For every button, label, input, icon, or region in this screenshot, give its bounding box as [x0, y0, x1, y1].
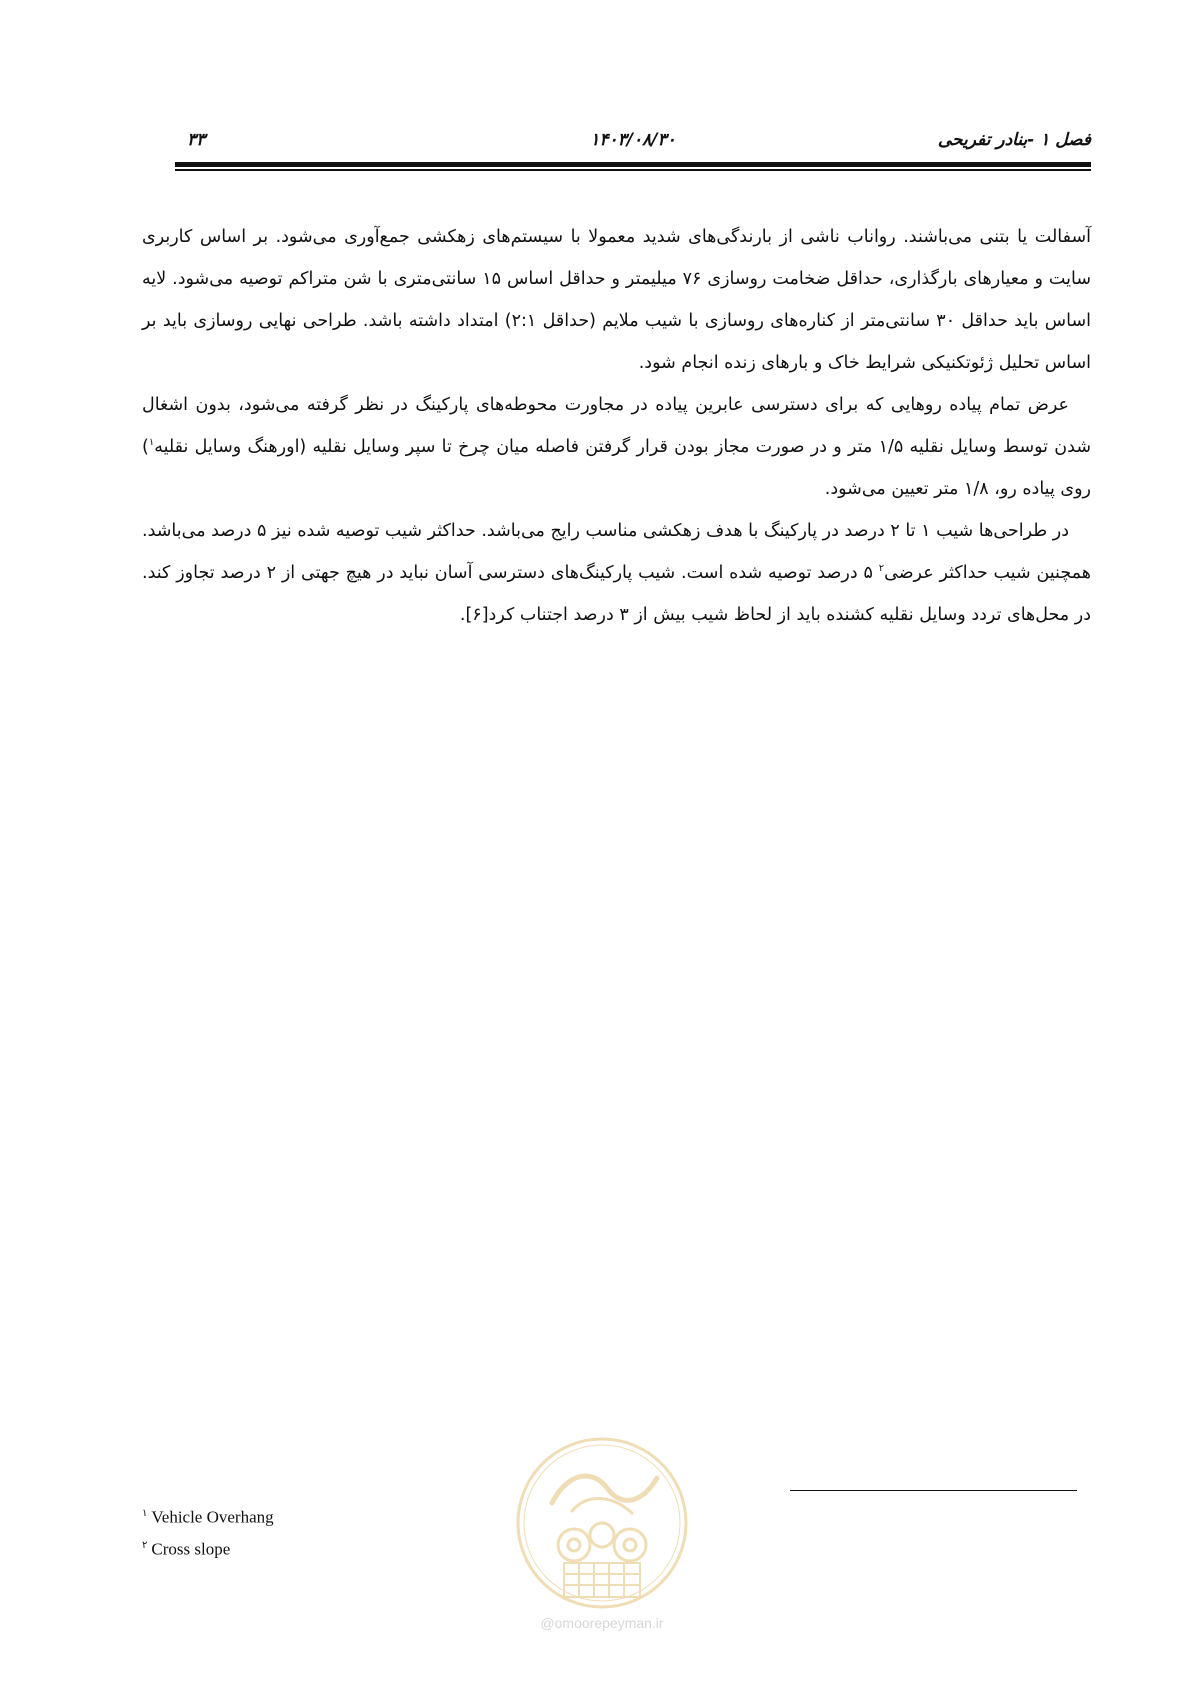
footnote-ref-1: ۱: [148, 437, 155, 449]
paragraph-1: آسفالت یا بتنی می‌باشند. رواناب ناشی از بارندگی‌های شدید معمولا با سیستم‌های زهکشی جمع‌آوری می‌شود. بر اساس کاربری سایت و معیارهای بارگذاری، حداقل ضخامت روسازی ۷۶ میلیمتر و حداقل اساس ۱۵ سانتی‌متری با شن متراکم توصیه می‌شود. لایه اساس باید حداقل ۳۰ سانتی‌متر از کناره‌های روسازی با شیب ملایم (حداقل ۲:۱) امتداد داشته باشد. طراحی نهایی روسازی باید بر اساس تحلیل ژئوتکنیکی شرایط خاک و بارهای زنده انجام شود.: [142, 227, 1091, 373]
page-header: [175, 130, 1091, 154]
paragraph-3-text: در طراحی‌ها شیب ۱ تا ۲ درصد در پارکینگ با هدف زهکشی مناسب رایج می‌باشد. حداکثر شیب توصیه شده نیز ۵ درصد می‌باشد. همچنین شیب حداکثر عرضی: [142, 521, 1091, 583]
paragraph-3-text-end: ۵ درصد توصیه شده است. شیب پارکینگ‌های دسترسی آسان نباید در هیچ جهتی از ۲ درصد تجاوز کند. در محل‌های تردد وسایل نقلیه کشنده باید از لحاظ شیب بیش از ۳ درصد اجتناب کرد[۶].: [142, 563, 1091, 625]
paragraph-3: [142, 510, 1091, 636]
footnote-ref-2: ۲: [878, 563, 885, 575]
footnote-2: [142, 1532, 274, 1564]
footnote-2-text: Cross slope: [151, 1539, 231, 1559]
footnote-1-text: Vehicle Overhang: [151, 1507, 274, 1527]
footnote-separator: [790, 1490, 1077, 1491]
chapter-title: فصل ۱ -بنادر تفریحی: [937, 130, 1091, 150]
watermark: [512, 1433, 692, 1633]
body-text: [142, 216, 1091, 636]
paragraph-2-text: عرض تمام پیاده روهایی که برای دسترسی عابرین پیاده در مجاورت محوطه‌های پارکینگ در نظر گرفته می‌شود، بدون اشغال شدن توسط وسایل نقلیه ۱/۵ متر و در صورت مجاز بودن قرار گرفتن فاصله میان چرخ تا سپر وسایل نقلیه (اورهنگ وسایل نقلیه: [142, 395, 1091, 457]
watermark-url: @omoorepeyman.ir: [540, 1615, 664, 1631]
footnote-1: [142, 1500, 274, 1532]
watermark-logo-icon: [512, 1433, 692, 1613]
paragraph-2-text-end: ) روی پیاده رو، ۱/۸ متر تعیین می‌شود.: [142, 437, 1091, 499]
header-date: ۱۴۰۳/۰۸/۳۰: [590, 130, 676, 150]
header-rule-thin: [175, 169, 1091, 171]
paragraph-2: [142, 384, 1091, 510]
header-rule-thick: [175, 162, 1091, 167]
page-number: ۳۳: [187, 130, 206, 150]
footnote-1-mark: ۱: [142, 1508, 148, 1519]
footnote-2-mark: ۲: [142, 1539, 148, 1551]
footnotes: [142, 1500, 274, 1563]
